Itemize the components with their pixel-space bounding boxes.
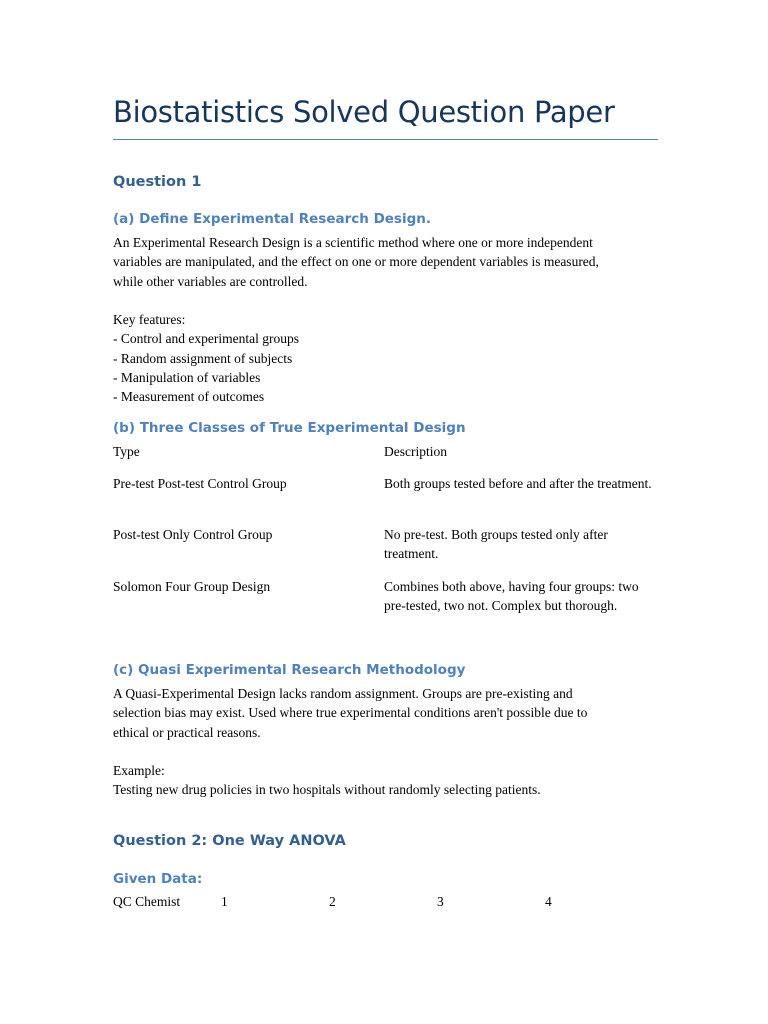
title-underline <box>113 139 658 140</box>
example-text: Testing new drug policies in two hospitals without randomly selecting patients. <box>113 782 541 798</box>
question-2-heading: Question 2: One Way ANOVA <box>113 833 346 849</box>
key-features-label: Key features: <box>113 312 186 327</box>
question-1-heading: Question 1 <box>113 174 202 190</box>
data-table-header-col: 1 <box>221 894 228 909</box>
section-a-heading: (a) Define Experimental Research Design. <box>113 211 431 227</box>
text-line: selection bias may exist. Used where true experimental conditions aren't possible due to <box>113 705 588 721</box>
text-line: An Experimental Research Design is a scientific method where one or more independent <box>113 235 593 250</box>
text-line: while other variables are controlled. <box>113 273 308 289</box>
data-table-header-col: 2 <box>329 894 336 909</box>
data-table-header-label: QC Chemist <box>113 894 181 909</box>
table-header-type: Type <box>113 444 140 459</box>
document-title: Biostatistics Solved Question Paper <box>113 95 615 129</box>
text-line: ethical or practical reasons. <box>113 724 261 740</box>
list-item: - Manipulation of variables <box>113 369 261 385</box>
table-row-type: Post-test Only Control Group <box>113 527 273 542</box>
table-row-description: Combines both above, having four groups: two pre-tested, two not. Complex but thorough. <box>384 579 639 614</box>
list-item: - Control and experimental groups <box>113 331 299 347</box>
text-line: variables are manipulated, and the effect on one or more dependent variables is measured, <box>113 254 599 270</box>
section-c-definition <box>113 684 658 742</box>
example-label: Example: <box>113 763 165 778</box>
table-header-description: Description <box>384 444 447 459</box>
data-table-header-col: 4 <box>545 894 552 909</box>
section-c-heading: (c) Quasi Experimental Research Methodology <box>113 662 466 678</box>
list-item: - Measurement of outcomes <box>113 389 265 405</box>
data-table-header-col: 3 <box>437 894 444 909</box>
section-b-heading: (b) Three Classes of True Experimental Design <box>113 420 466 436</box>
table-row-description: No pre-test. Both groups tested only after treatment. <box>384 527 608 562</box>
key-features-list <box>113 310 658 406</box>
list-item: - Random assignment of subjects <box>113 350 293 366</box>
given-data-heading: Given Data: <box>113 871 203 887</box>
section-a-definition <box>113 233 658 291</box>
table-row-description: Both groups tested before and after the treatment. <box>384 476 652 491</box>
table-row-type: Pre-test Post-test Control Group <box>113 476 287 491</box>
section-c-example <box>113 761 658 800</box>
table-row-type: Solomon Four Group Design <box>113 579 271 594</box>
text-line: A Quasi-Experimental Design lacks random assignment. Groups are pre-existing and <box>113 686 573 701</box>
